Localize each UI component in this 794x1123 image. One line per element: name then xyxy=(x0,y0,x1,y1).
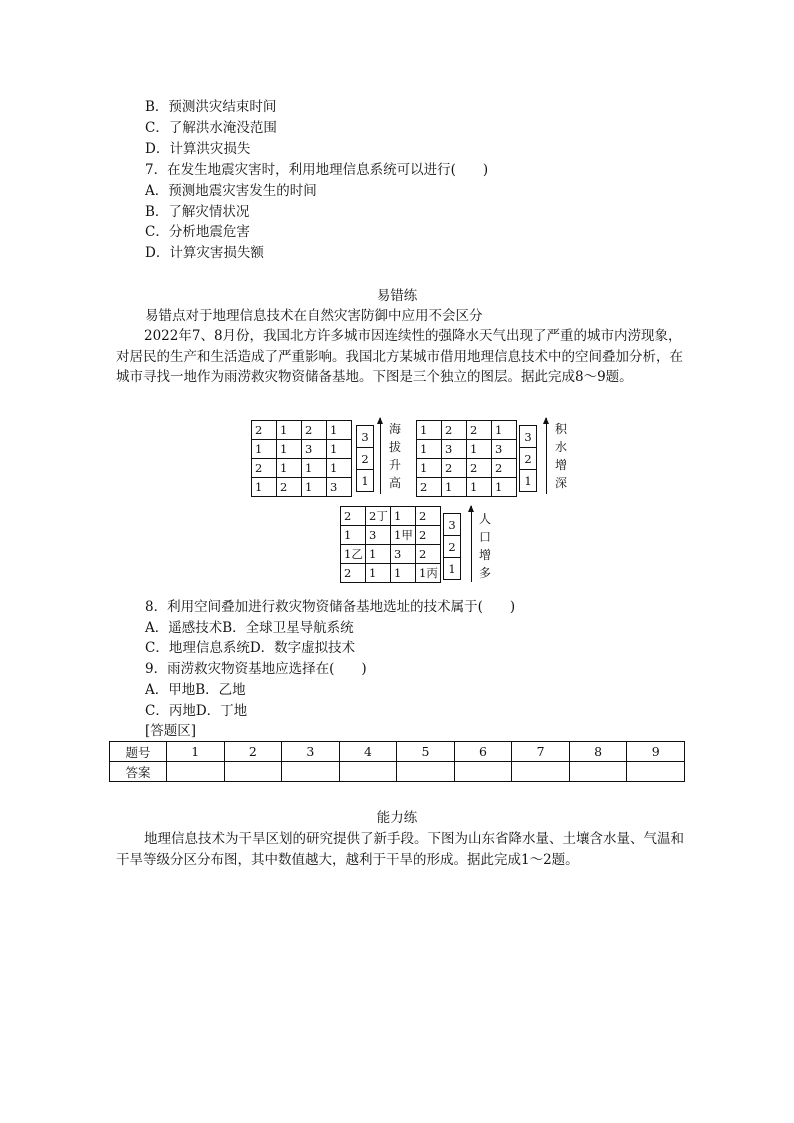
grid-cell: 2 xyxy=(302,421,327,440)
grid-cell: 2 xyxy=(416,545,441,564)
question-number: 7 xyxy=(512,742,570,762)
grid-cell: 1 xyxy=(417,459,442,478)
answer-cell[interactable] xyxy=(339,762,397,782)
scale-cell: 1 xyxy=(444,558,461,580)
question-number: 1 xyxy=(167,742,225,762)
answer-cell[interactable] xyxy=(454,762,512,782)
grid-cell: 2 xyxy=(341,507,366,526)
grid-cell: 1 xyxy=(391,507,416,526)
grid-cell: 3 xyxy=(391,545,416,564)
question-number: 2 xyxy=(224,742,282,762)
answer-cell[interactable] xyxy=(224,762,282,782)
grid-cell: 1 xyxy=(252,440,277,459)
option-line: C．地理信息系统D．数字虚拟技术 xyxy=(145,640,356,656)
section-paragraph-ability: 地理信息技术为干旱区划的研究提供了新手段。下图为山东省降水量、土壤含水量、气温和干旱等级分区分布图，其中数值越大，越利于干旱的形成。据此完成1～2题。 xyxy=(116,831,684,868)
grid-cell: 1丙 xyxy=(416,564,441,583)
grid-cell: 1 xyxy=(467,440,492,459)
option-line: A．预测地震灾害发生的时间 xyxy=(145,183,317,199)
scale-cell: 1 xyxy=(520,470,537,492)
grid-cell: 1 xyxy=(341,526,366,545)
grid-cell: 2 xyxy=(277,478,302,497)
grid-cell: 2 xyxy=(492,459,517,478)
label-altitude: 海 拔 升 高 xyxy=(388,422,401,490)
grid-cell: 2 xyxy=(442,459,467,478)
grid-cell: 1 xyxy=(327,459,352,478)
grid-cell: 2 xyxy=(467,459,492,478)
question-number: 4 xyxy=(339,742,397,762)
option-line: D．计算洪灾损失 xyxy=(145,141,251,157)
scale-cell: 1 xyxy=(357,470,374,492)
row-header: 答案 xyxy=(110,762,167,782)
grid-cell: 3 xyxy=(442,440,467,459)
grid-population xyxy=(340,506,441,583)
grid-cell: 1 xyxy=(327,440,352,459)
question-number: 6 xyxy=(454,742,512,762)
scale-water xyxy=(519,425,537,492)
grid-cell: 1 xyxy=(442,478,467,497)
grid-cell: 1 xyxy=(277,459,302,478)
grid-cell: 1 xyxy=(492,421,517,440)
option-line: B．了解灾情状况 xyxy=(145,204,250,220)
grid-cell: 2丁 xyxy=(366,507,391,526)
question-number: 3 xyxy=(282,742,340,762)
question-number: 8 xyxy=(569,742,627,762)
arrow-up-icon xyxy=(380,418,381,494)
option-line: B．预测洪灾结束时间 xyxy=(145,99,277,115)
grid-cell: 1 xyxy=(252,478,277,497)
row-header: 题号 xyxy=(110,742,167,762)
grid-cell: 2 xyxy=(341,564,366,583)
answer-cell[interactable] xyxy=(512,762,570,782)
grid-cell: 3 xyxy=(302,440,327,459)
section-paragraph-error: 2022年7、8月份，我国北方许多城市因连续性的强降水天气出现了严重的城市内涝现象，对居民的生产和生活造成了严重影响。我国北方某城市借用地理信息技术中的空间叠加分析，在城市寻找一地作为雨涝救灾物资储备基地。下图是三个独立的图层。据此完成8～9题。 xyxy=(116,328,683,385)
section-subtitle-error: 易错点对于地理信息技术在自然灾害防御中应用不会区分 xyxy=(145,308,483,324)
answer-cell[interactable] xyxy=(569,762,627,782)
table-row xyxy=(110,762,685,782)
question-number: 9 xyxy=(627,742,685,762)
option-line: C．分析地震危害 xyxy=(145,224,250,240)
grid-cell: 3 xyxy=(327,478,352,497)
grid-cell: 1 xyxy=(417,421,442,440)
arrow-up-icon xyxy=(546,418,547,494)
option-line: D．计算灾害损失额 xyxy=(145,245,264,261)
grid-cell: 2 xyxy=(467,421,492,440)
grid-cell: 2 xyxy=(416,526,441,545)
arrow-up-icon xyxy=(471,506,472,582)
grid-cell: 1 xyxy=(366,564,391,583)
grid-cell: 2 xyxy=(442,421,467,440)
question-9: 9．雨涝救灾物资基地应选择在( ) xyxy=(145,661,367,677)
question-7: 7．在发生地震灾害时，利用地理信息系统可以进行( ) xyxy=(145,162,489,178)
scale-population xyxy=(443,513,461,580)
answer-cell[interactable] xyxy=(167,762,225,782)
answer-area-label: [答题区] xyxy=(145,723,197,739)
answer-cell[interactable] xyxy=(627,762,685,782)
grid-cell: 2 xyxy=(417,478,442,497)
label-population: 人 口 增 多 xyxy=(478,512,491,580)
question-8: 8．利用空间叠加进行救灾物资储备基地选址的技术属于( ) xyxy=(145,599,516,615)
grid-cell: 1 xyxy=(302,478,327,497)
grid-cell: 1乙 xyxy=(341,545,366,564)
scale-cell: 3 xyxy=(520,426,537,448)
option-line: A．甲地B．乙地 xyxy=(145,682,246,698)
grid-cell: 2 xyxy=(252,421,277,440)
grid-cell: 1 xyxy=(327,421,352,440)
grid-water xyxy=(416,420,517,497)
grid-cell: 1 xyxy=(467,478,492,497)
grid-cell: 1 xyxy=(417,440,442,459)
option-line: C．丙地D．丁地 xyxy=(145,703,248,719)
label-water: 积 水 增 深 xyxy=(554,422,567,490)
grid-cell: 2 xyxy=(252,459,277,478)
grid-cell: 1 xyxy=(302,459,327,478)
answer-cell[interactable] xyxy=(282,762,340,782)
grid-cell: 2 xyxy=(416,507,441,526)
scale-cell: 3 xyxy=(357,426,374,448)
scale-cell: 3 xyxy=(444,514,461,536)
option-line: A．遥感技术B．全球卫星导航系统 xyxy=(145,620,354,636)
grid-cell: 1 xyxy=(366,545,391,564)
grid-cell: 1 xyxy=(391,564,416,583)
grid-cell: 1 xyxy=(277,421,302,440)
grid-cell: 1 xyxy=(277,440,302,459)
section-title-ability: 能力练 xyxy=(376,810,418,826)
grid-cell: 1 xyxy=(492,478,517,497)
table-row xyxy=(110,742,685,762)
scale-cell: 2 xyxy=(520,448,537,470)
scale-cell: 2 xyxy=(357,448,374,470)
question-number: 5 xyxy=(397,742,455,762)
answer-cell[interactable] xyxy=(397,762,455,782)
grid-cell: 1甲 xyxy=(391,526,416,545)
scale-altitude xyxy=(356,425,374,492)
grid-altitude xyxy=(251,420,352,497)
scale-cell: 2 xyxy=(444,536,461,558)
section-title-error: 易错练 xyxy=(376,288,418,304)
grid-cell: 3 xyxy=(492,440,517,459)
option-line: C．了解洪水淹没范围 xyxy=(145,120,277,136)
answer-table xyxy=(109,741,685,782)
grid-cell: 3 xyxy=(366,526,391,545)
